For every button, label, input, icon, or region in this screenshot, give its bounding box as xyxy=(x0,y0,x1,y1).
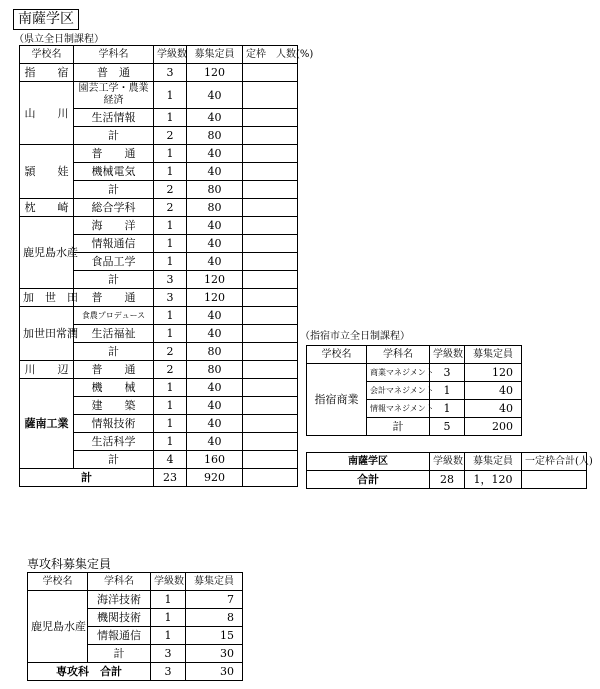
main-table xyxy=(19,45,314,487)
dept-name: 計 xyxy=(74,271,154,289)
header-capacity: 募集定員 xyxy=(187,46,243,64)
classes-value: 3 xyxy=(151,645,186,663)
total-capacity: 30 xyxy=(186,663,243,681)
dept-name: 情報マネジメント xyxy=(367,400,430,418)
total-row xyxy=(307,471,587,489)
header-school: 学校名 xyxy=(20,46,74,64)
school-name: 指 宿 xyxy=(20,64,74,82)
school-name: 加世田常潤 xyxy=(20,307,74,361)
school-name: 頴 娃 xyxy=(20,145,74,199)
classes-value: 1 xyxy=(151,591,186,609)
header-classes: 学級数 xyxy=(151,573,186,591)
dept-name: 情報通信 xyxy=(74,235,154,253)
school-name: 加 世 田 xyxy=(20,289,74,307)
table-row xyxy=(20,82,298,109)
dept-name: 普 通 xyxy=(74,361,154,379)
dept-name: 普 通 xyxy=(74,64,154,82)
capacity-value: 40 xyxy=(187,433,243,451)
extra-cell xyxy=(243,181,298,199)
capacity-value: 8 xyxy=(186,609,243,627)
capacity-value: 40 xyxy=(187,253,243,271)
total-label: 合計 xyxy=(307,471,430,489)
header-extra: 定枠 人数(%) xyxy=(243,46,298,64)
capacity-value: 30 xyxy=(186,645,243,663)
header-row xyxy=(307,346,522,364)
classes-value: 1 xyxy=(154,217,187,235)
header-school: 学校名 xyxy=(307,346,367,364)
school-name: 枕 崎 xyxy=(20,199,74,217)
capacity-value: 40 xyxy=(187,397,243,415)
capacity-value: 80 xyxy=(187,199,243,217)
header-row xyxy=(28,573,243,591)
extra-cell xyxy=(243,271,298,289)
dept-name: 計 xyxy=(74,181,154,199)
total-label: 専攻科 合計 xyxy=(28,663,151,681)
dept-name: 計 xyxy=(74,343,154,361)
extra-cell xyxy=(243,361,298,379)
table-row xyxy=(20,307,298,325)
classes-value: 2 xyxy=(154,343,187,361)
capacity-value: 120 xyxy=(465,364,522,382)
extra-cell xyxy=(243,199,298,217)
classes-value: 1 xyxy=(154,109,187,127)
header-dept: 学科名 xyxy=(88,573,151,591)
capacity-value: 120 xyxy=(187,271,243,289)
classes-value: 1 xyxy=(154,397,187,415)
extra-cell xyxy=(243,325,298,343)
dept-name: 園芸工学・農業経済 xyxy=(74,82,154,109)
city-table xyxy=(306,345,522,436)
classes-value: 4 xyxy=(154,451,187,469)
extra-cell xyxy=(243,235,298,253)
capacity-value: 40 xyxy=(187,415,243,433)
extra-cell xyxy=(522,471,587,489)
header-extra: 一定枠合計(人) xyxy=(522,453,587,471)
table-row xyxy=(28,591,243,609)
extra-cell xyxy=(243,433,298,451)
extra-cell xyxy=(243,109,298,127)
summary-district: 南薩学区 xyxy=(307,453,430,471)
dept-name: 総合学科 xyxy=(74,199,154,217)
header-school: 学校名 xyxy=(28,573,88,591)
classes-value: 1 xyxy=(154,433,187,451)
classes-value: 3 xyxy=(154,271,187,289)
classes-value: 3 xyxy=(430,364,465,382)
table-row xyxy=(307,364,522,382)
total-capacity: 1，120 xyxy=(465,471,522,489)
capacity-value: 40 xyxy=(187,109,243,127)
dept-name: 計 xyxy=(74,127,154,145)
classes-value: 3 xyxy=(154,64,187,82)
extra-cell xyxy=(243,379,298,397)
capacity-value: 200 xyxy=(465,418,522,436)
page-title: 南薩学区 xyxy=(13,9,79,30)
dept-name: 生活科学 xyxy=(74,433,154,451)
total-classes: 23 xyxy=(154,469,187,487)
school-name: 指宿商業 xyxy=(307,364,367,436)
capacity-value: 80 xyxy=(187,127,243,145)
table-row xyxy=(20,361,298,379)
capacity-value: 40 xyxy=(465,382,522,400)
extra-cell xyxy=(243,415,298,433)
classes-value: 1 xyxy=(154,163,187,181)
classes-value: 2 xyxy=(154,127,187,145)
classes-value: 1 xyxy=(430,400,465,418)
dept-name: 計 xyxy=(74,451,154,469)
dept-name: 建 築 xyxy=(74,397,154,415)
specialty-table xyxy=(27,572,243,681)
dept-name: 情報通信 xyxy=(88,627,151,645)
dept-name: 食農プロデュース xyxy=(74,307,154,325)
dept-name: 機 械 xyxy=(74,379,154,397)
classes-value: 1 xyxy=(154,379,187,397)
total-classes: 28 xyxy=(430,471,465,489)
table-row xyxy=(20,145,298,163)
city-table-note: （指宿市立全日制課程） xyxy=(300,331,410,342)
extra-cell xyxy=(243,343,298,361)
header-capacity: 募集定員 xyxy=(465,346,522,364)
dept-name: 計 xyxy=(88,645,151,663)
header-capacity: 募集定員 xyxy=(186,573,243,591)
dept-name: 会計マネジメント xyxy=(367,382,430,400)
capacity-value: 40 xyxy=(187,163,243,181)
header-row xyxy=(20,46,298,64)
extra-cell xyxy=(243,82,298,109)
classes-value: 3 xyxy=(154,289,187,307)
capacity-value: 40 xyxy=(187,145,243,163)
school-name: 薩南工業 xyxy=(20,379,74,469)
header-classes: 学級数 xyxy=(154,46,187,64)
dept-name: 生活情報 xyxy=(74,109,154,127)
main-table-note: （県立全日制課程） xyxy=(14,34,104,45)
extra-cell xyxy=(243,127,298,145)
capacity-value: 40 xyxy=(465,400,522,418)
table-row xyxy=(20,289,298,307)
header-classes: 学級数 xyxy=(430,453,465,471)
classes-value: 2 xyxy=(154,199,187,217)
capacity-value: 40 xyxy=(187,307,243,325)
dept-name: 生活福祉 xyxy=(74,325,154,343)
school-name: 川 辺 xyxy=(20,361,74,379)
dept-name: 食品工学 xyxy=(74,253,154,271)
dept-name: 普 通 xyxy=(74,289,154,307)
capacity-value: 120 xyxy=(187,289,243,307)
summary-table xyxy=(306,452,593,489)
capacity-value: 40 xyxy=(187,379,243,397)
classes-value: 2 xyxy=(154,181,187,199)
extra-cell xyxy=(243,451,298,469)
capacity-value: 80 xyxy=(187,181,243,199)
dept-name: 機関技術 xyxy=(88,609,151,627)
school-name: 鹿児島水産 xyxy=(28,591,88,663)
classes-value: 1 xyxy=(430,382,465,400)
capacity-value: 40 xyxy=(187,82,243,109)
table-row xyxy=(20,379,298,397)
classes-value: 1 xyxy=(154,307,187,325)
classes-value: 1 xyxy=(154,82,187,109)
table-row xyxy=(20,64,298,82)
school-name: 鹿児島水産 xyxy=(20,217,74,289)
capacity-value: 120 xyxy=(187,64,243,82)
classes-value: 1 xyxy=(151,609,186,627)
capacity-value: 40 xyxy=(187,325,243,343)
extra-cell xyxy=(243,163,298,181)
extra-cell xyxy=(243,217,298,235)
total-row xyxy=(28,663,243,681)
capacity-value: 80 xyxy=(187,361,243,379)
dept-name: 海洋技術 xyxy=(88,591,151,609)
classes-value: 1 xyxy=(154,253,187,271)
extra-cell xyxy=(243,397,298,415)
extra-cell xyxy=(243,469,298,487)
capacity-value: 7 xyxy=(186,591,243,609)
specialty-title: 専攻科募集定員 xyxy=(27,557,112,571)
school-name: 山 川 xyxy=(20,82,74,145)
classes-value: 5 xyxy=(430,418,465,436)
extra-cell xyxy=(243,289,298,307)
header-capacity: 募集定員 xyxy=(465,453,522,471)
capacity-value: 40 xyxy=(187,217,243,235)
classes-value: 1 xyxy=(154,145,187,163)
classes-value: 1 xyxy=(154,415,187,433)
dept-name: 情報技術 xyxy=(74,415,154,433)
dept-name: 普 通 xyxy=(74,145,154,163)
classes-value: 1 xyxy=(151,627,186,645)
dept-name: 海 洋 xyxy=(74,217,154,235)
dept-name: 機械電気 xyxy=(74,163,154,181)
extra-cell xyxy=(243,307,298,325)
header-dept: 学科名 xyxy=(74,46,154,64)
header-dept: 学科名 xyxy=(367,346,430,364)
extra-cell xyxy=(243,253,298,271)
table-row xyxy=(20,217,298,235)
extra-cell xyxy=(243,145,298,163)
capacity-value: 160 xyxy=(187,451,243,469)
header-classes: 学級数 xyxy=(430,346,465,364)
total-row xyxy=(20,469,298,487)
extra-cell xyxy=(243,64,298,82)
total-capacity: 920 xyxy=(187,469,243,487)
capacity-value: 80 xyxy=(187,343,243,361)
total-classes: 3 xyxy=(151,663,186,681)
header-row xyxy=(307,453,587,471)
classes-value: 1 xyxy=(154,325,187,343)
dept-name: 計 xyxy=(367,418,430,436)
capacity-value: 40 xyxy=(187,235,243,253)
total-label: 計 xyxy=(20,469,154,487)
capacity-value: 15 xyxy=(186,627,243,645)
dept-name: 商業マネジメント xyxy=(367,364,430,382)
classes-value: 2 xyxy=(154,361,187,379)
classes-value: 1 xyxy=(154,235,187,253)
table-row xyxy=(20,199,298,217)
